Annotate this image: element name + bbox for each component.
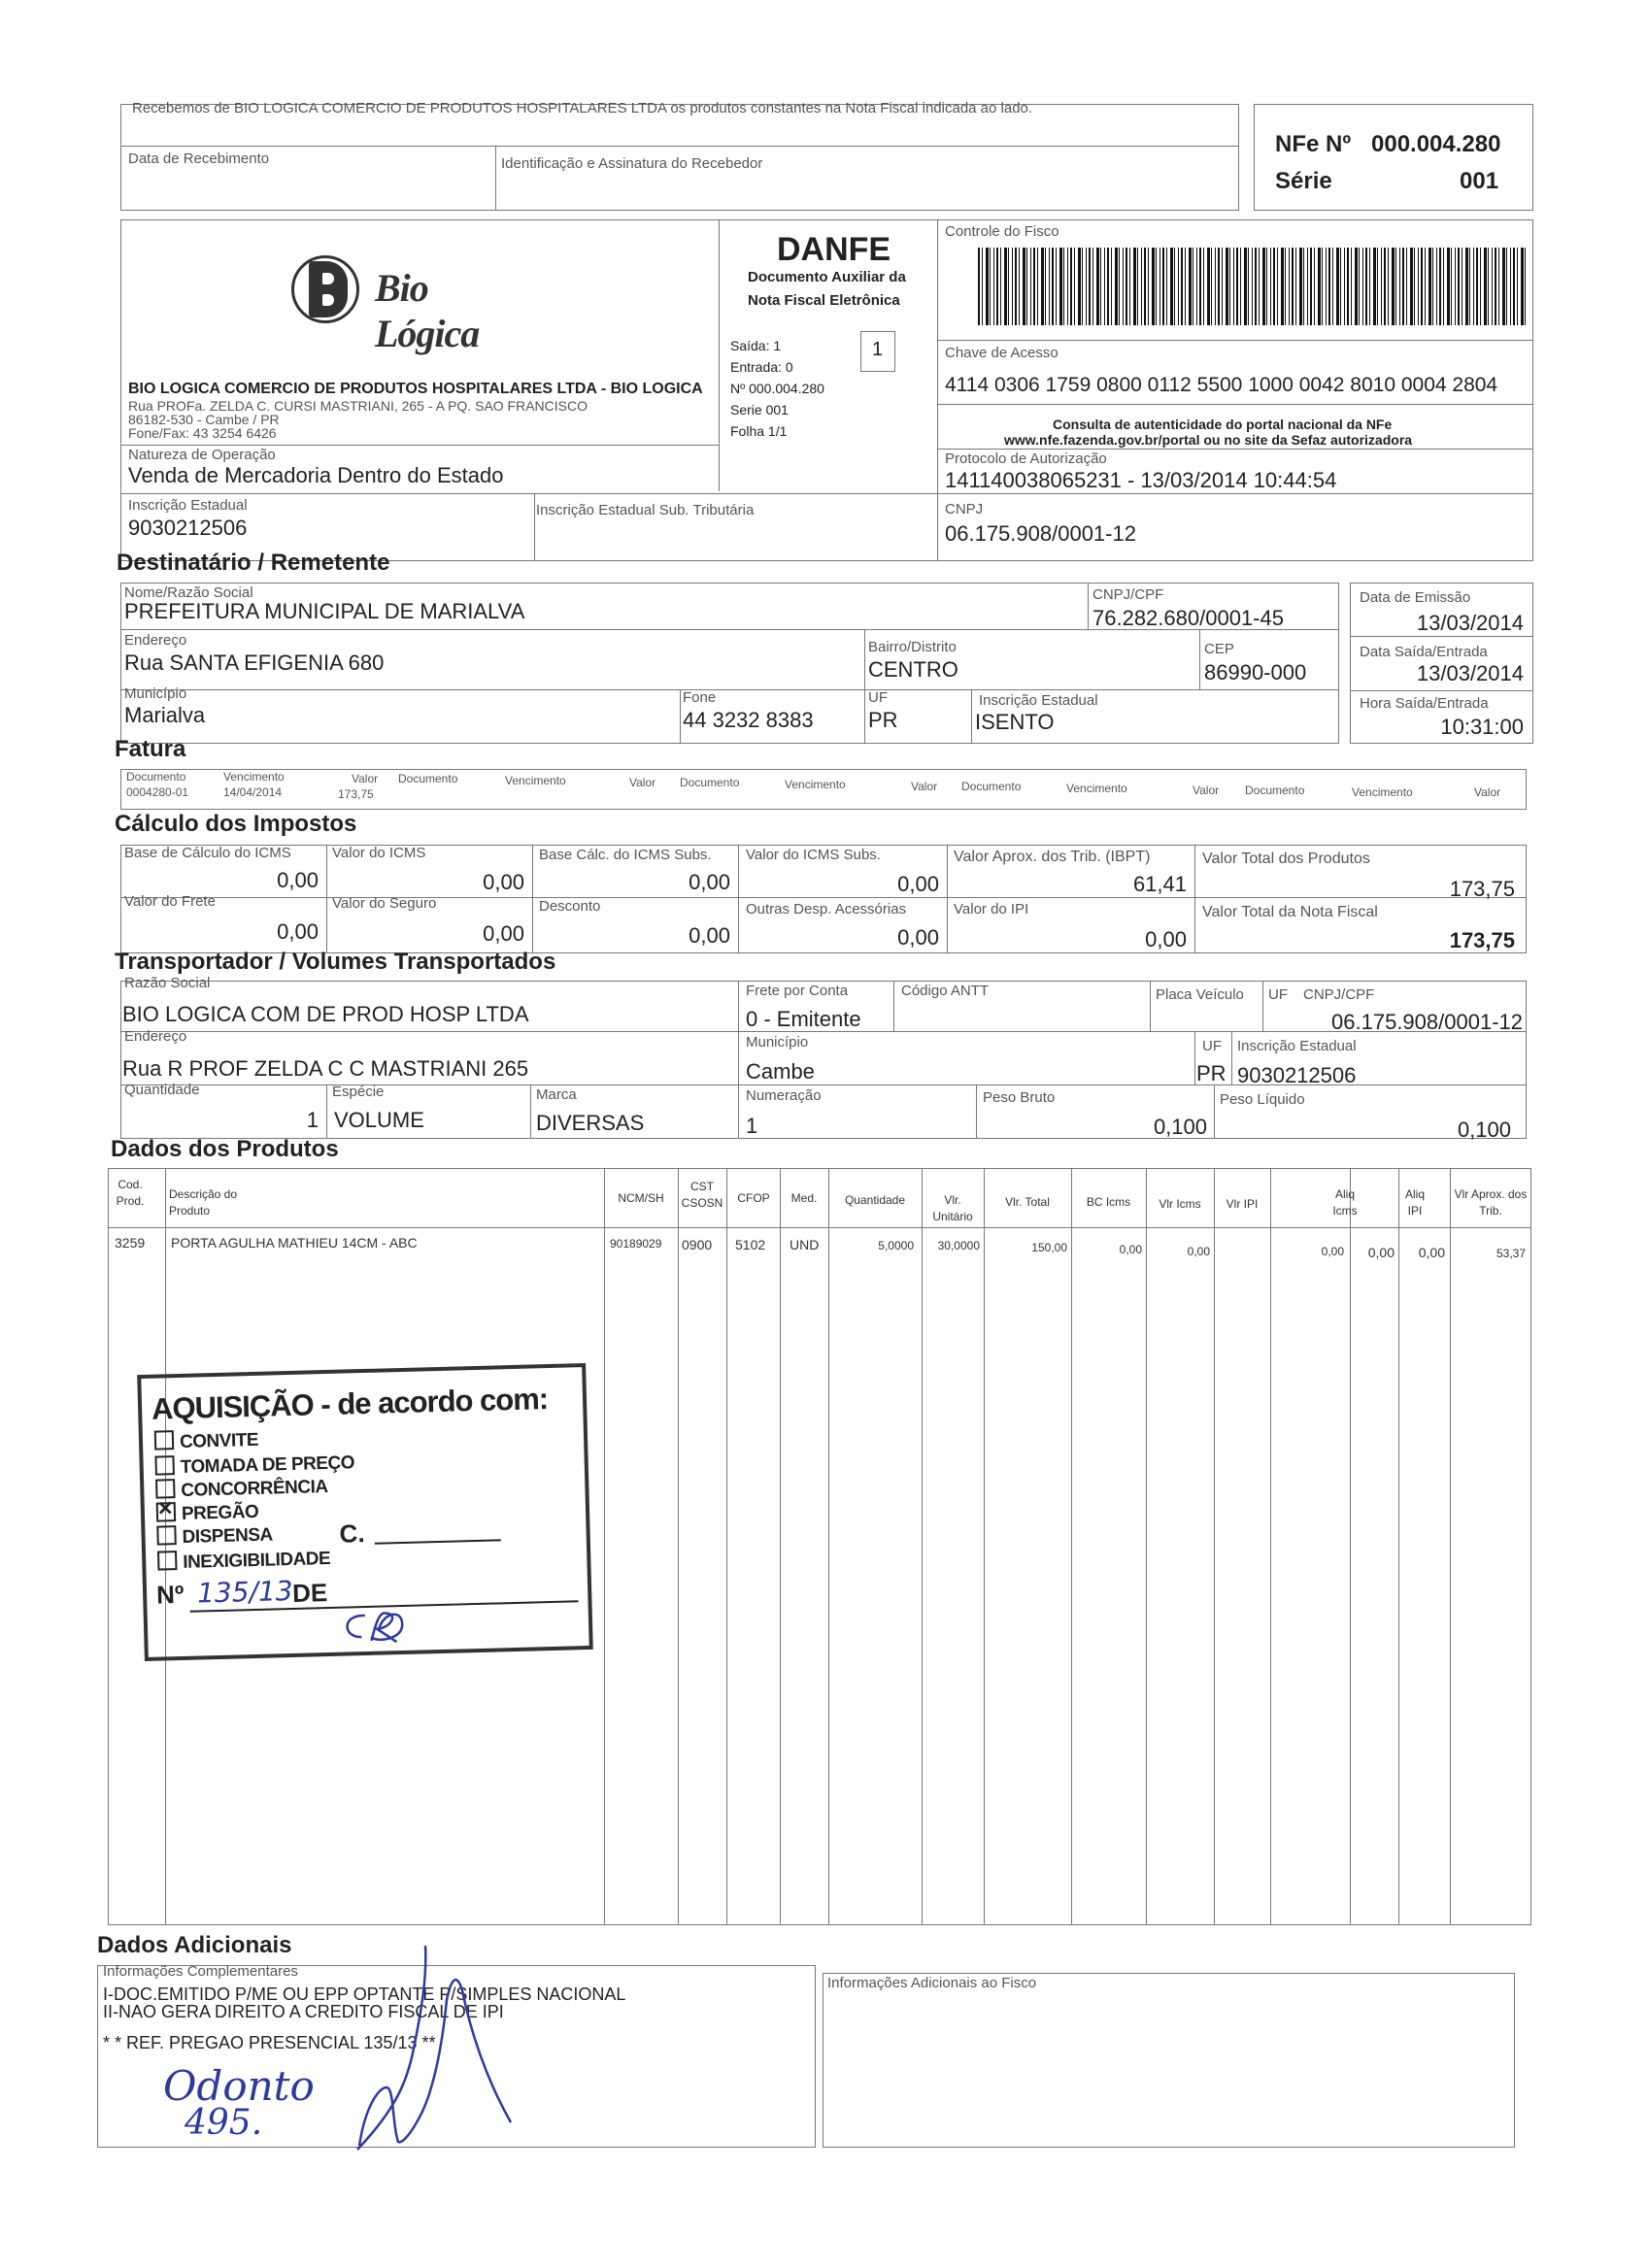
species-label: Espécie <box>332 1084 385 1100</box>
transport-section-title: Transportador / Volumes Transportados <box>115 949 556 975</box>
col-vlr-ipi: Vlr IPI <box>1226 1197 1259 1211</box>
stamp-title: AQUISIÇÃO - de acordo com: <box>151 1382 549 1426</box>
col-unit: Vlr. Unitário <box>932 1193 973 1223</box>
receipt-text: Recebemos de BIO LOGICA COMERCIO DE PRODUTOS HOSPITALARES LTDA os produtos constantes na Nota Fiscal indicada ao lado. <box>132 100 1033 117</box>
danfe-entrada: Entrada: 0 <box>730 359 793 375</box>
freight-label: Valor do Frete <box>124 893 216 910</box>
carrier-address-value: Rua R PROF ZELDA C C MASTRIANI 265 <box>122 1056 529 1081</box>
carrier-city-value: Cambe <box>746 1059 815 1084</box>
nfe-number: 000.004.280 <box>1371 131 1501 157</box>
consult-line2: www.nfe.fazenda.gov.br/portal ou no site da Sefaz autorizadora <box>1004 432 1413 448</box>
access-key-value: 4114 0306 1759 0800 0112 5500 1000 0042 8010 0004 2804 <box>945 374 1498 396</box>
emission-value: 13/03/2014 <box>1416 611 1524 635</box>
invoice-due-label-4: Vencimento <box>1066 782 1127 795</box>
col-trib: Vlr Aprox. dos Trib. <box>1454 1187 1528 1217</box>
col-total: Vlr. Total <box>1005 1195 1050 1209</box>
emitter-phone: Fone/Fax: 43 3254 6426 <box>128 425 277 441</box>
row-total: 150,00 <box>1031 1241 1067 1254</box>
products-section-title: Dados dos Produtos <box>111 1136 339 1162</box>
stamp-number-value: 135/13 <box>196 1574 294 1610</box>
acquisition-stamp <box>137 1363 593 1661</box>
danfe-subtitle1: Documento Auxiliar da <box>748 269 906 285</box>
stamp-option-concorrencia: CONCORRÊNCIA <box>155 1475 328 1503</box>
insurance-value: 0,00 <box>483 921 524 946</box>
ie-label: Inscrição Estadual <box>128 497 248 514</box>
invoice-value-label-3: Valor <box>911 780 938 793</box>
col-cst: CST CSOSN <box>681 1180 723 1210</box>
carrier-cnpj-value: 06.175.908/0001-12 <box>1331 1010 1523 1034</box>
ipi-label: Valor do IPI <box>954 901 1029 917</box>
serie-value: 001 <box>1460 168 1499 194</box>
nature-value: Venda de Mercadoria Dentro do Estado <box>128 463 504 487</box>
row-med: UND <box>790 1237 820 1252</box>
ie-value: 9030212506 <box>128 516 248 540</box>
ibpt-value: 61,41 <box>1132 872 1187 896</box>
invoice-due-label-3: Vencimento <box>785 778 846 791</box>
nature-label: Natureza de Operação <box>128 447 276 463</box>
protocol-value: 141140038065231 - 13/03/2014 10:44:54 <box>945 468 1337 492</box>
exit-date-value: 13/03/2014 <box>1416 661 1524 685</box>
danfe-subtitle2: Nota Fiscal Eletrônica <box>748 292 900 309</box>
handwritten-number: 495. <box>185 2103 263 2143</box>
stamp-number-label: Nº <box>155 1579 185 1610</box>
stamp-option-pregao: ✕ PREGÃO <box>156 1498 259 1524</box>
invoice-doc-label-2: Documento <box>398 772 458 785</box>
access-key-label: Chave de Acesso <box>945 345 1059 361</box>
stamp-option-convite: CONVITE <box>154 1428 259 1454</box>
ie-st-label: Inscrição Estadual Sub. Tributária <box>536 502 755 518</box>
carrier-name-label: Razão Social <box>124 975 211 991</box>
bio-logica-logo <box>291 248 524 354</box>
net-weight-value: 0,100 <box>1457 1117 1511 1142</box>
handwritten-odonto: Odonto <box>163 2062 315 2110</box>
row-cfop: 5102 <box>735 1237 766 1252</box>
col-med: Med. <box>790 1191 818 1205</box>
discount-value: 0,00 <box>689 923 730 948</box>
qty-label: Quantidade <box>124 1082 200 1098</box>
other-label: Outras Desp. Acessórias <box>746 901 907 917</box>
address-label: Endereço <box>124 632 187 649</box>
danfe-number: Nº 000.004.280 <box>730 381 824 396</box>
col-aliq-ipi: Aliq IPI <box>1404 1187 1425 1217</box>
carrier-ie-value: 9030212506 <box>1237 1063 1357 1087</box>
carrier-name-value: BIO LOGICA COM DE PROD HOSP LTDA <box>122 1002 529 1026</box>
icms-st-label: Valor do ICMS Subs. <box>746 847 881 863</box>
concorrencia-checkbox <box>155 1479 176 1499</box>
hour-label: Hora Saída/Entrada <box>1360 695 1489 712</box>
receipt-date-label: Data de Recebimento <box>128 150 270 167</box>
col-vlr-icms: Vlr Icms <box>1159 1197 1201 1211</box>
col-qty: Quantidade <box>844 1193 906 1207</box>
col-ncm: NCM/SH <box>618 1191 664 1205</box>
carrier-uf-label: UF <box>1268 986 1288 1003</box>
net-weight-label: Peso Líquido <box>1220 1091 1305 1108</box>
row-vlr-icms: 0,00 <box>1187 1245 1210 1258</box>
protocol-label: Protocolo de Autorização <box>945 450 1107 467</box>
invoice-doc-label-3: Documento <box>680 776 740 789</box>
qty-value: 1 <box>306 1108 319 1132</box>
invoice-value-label-5: Valor <box>1474 785 1501 799</box>
signature <box>330 1942 515 2151</box>
recipient-name: PREFEITURA MUNICIPAL DE MARIALVA <box>124 599 525 623</box>
tomada-checkbox <box>154 1455 175 1476</box>
invoice-due-label-2: Vencimento <box>505 774 566 787</box>
gross-weight-value: 0,100 <box>1153 1115 1207 1139</box>
info-complementares-label: Informações Complementares <box>103 1963 298 1980</box>
address-value: Rua SANTA EFIGENIA 680 <box>124 650 385 675</box>
brand-label: Marca <box>536 1086 577 1103</box>
total-products-label: Valor Total dos Produtos <box>1202 850 1370 867</box>
recipient-cnpj-label: CNPJ/CPF <box>1092 586 1164 603</box>
consult-line1: Consulta de autenticidade do portal nacional da NFe <box>1053 417 1393 432</box>
row-qty: 5,0000 <box>878 1239 914 1252</box>
fisco-control-label: Controle do Fisco <box>945 223 1059 240</box>
ipi-value: 0,00 <box>1145 927 1187 951</box>
numbering-value: 1 <box>746 1114 758 1138</box>
district-value: CENTRO <box>868 657 958 682</box>
pregao-checkbox-checked: ✕ <box>156 1502 177 1522</box>
carrier-ie-label: Inscrição Estadual <box>1237 1038 1357 1054</box>
antt-label: Código ANTT <box>901 983 990 999</box>
cep-value: 86990-000 <box>1204 660 1307 684</box>
row-ncm: 90189029 <box>610 1237 662 1251</box>
receipt-signature-label: Identificação e Assinatura do Recebedor <box>501 155 763 172</box>
brand-value: DIVERSAS <box>536 1111 645 1135</box>
stamp-option-tomada: TOMADA DE PREÇO <box>154 1451 354 1479</box>
dispensa-checkbox <box>156 1525 177 1546</box>
invoice-value-label-2: Valor <box>629 776 656 789</box>
logo-text: Bio Lógica <box>375 266 480 355</box>
invoice-doc-label: Documento <box>126 770 186 784</box>
danfe-folha: Folha 1/1 <box>730 423 788 439</box>
invoice-due-label: Vencimento <box>223 770 285 784</box>
emission-label: Data de Emissão <box>1360 589 1471 606</box>
recipient-name-label: Nome/Razão Social <box>124 584 253 601</box>
discount-label: Desconto <box>539 898 601 915</box>
row-vlr-ipi: 0,00 <box>1321 1245 1344 1258</box>
freight-value: 0,00 <box>277 919 319 944</box>
info-line2: II-NAO GERA DIREITO A CREDITO FISCAL DE IPI <box>103 2002 504 2021</box>
danfe-serie: Serie 001 <box>730 402 789 417</box>
base-st-label: Base Cálc. do ICMS Subs. <box>539 847 712 863</box>
invoice-section-title: Fatura <box>115 736 186 762</box>
row-cst: 0900 <box>682 1237 713 1252</box>
freight-by-value: 0 - Emitente <box>746 1007 861 1031</box>
stamp-option-dispensa: DISPENSA <box>156 1523 273 1550</box>
carrier-address-label: Endereço <box>124 1028 187 1045</box>
hour-value: 10:31:00 <box>1440 715 1524 739</box>
row-unit: 30,0000 <box>937 1239 980 1252</box>
row-cod: 3259 <box>115 1235 146 1251</box>
city-value: Marialva <box>124 703 206 727</box>
carrier-cnpj-label: CNPJ/CPF <box>1303 986 1375 1003</box>
row-bc-icms: 0,00 <box>1119 1243 1142 1256</box>
col-aliq-icms: Aliq Icms <box>1332 1187 1358 1217</box>
invoice-doc-label-4: Documento <box>961 780 1022 793</box>
fisco-info-box <box>823 1973 1515 2148</box>
row-aliq-icms: 0,00 <box>1367 1245 1395 1260</box>
convite-checkbox <box>154 1430 175 1451</box>
icms-value: 0,00 <box>483 870 524 894</box>
fisco-info-label: Informações Adicionais ao Fisco <box>827 1975 1037 1991</box>
cep-label: CEP <box>1204 641 1234 657</box>
stamp-c-label: C. <box>339 1518 365 1549</box>
invoice-due-value: 14/04/2014 <box>223 785 283 799</box>
recipient-cnpj: 76.282.680/0001-45 <box>1092 606 1284 630</box>
row-desc: PORTA AGULHA MATHIEU 14CM - ABC <box>171 1235 418 1251</box>
ibpt-label: Valor Aprox. dos Trib. (IBPT) <box>954 849 1151 865</box>
invoice-doc-label-5: Documento <box>1245 784 1305 797</box>
phone-value: 44 3232 8383 <box>683 708 814 732</box>
total-invoice-label: Valor Total da Nota Fiscal <box>1202 904 1378 920</box>
icms-label: Valor do ICMS <box>332 845 426 861</box>
recipient-ie-value: ISENTO <box>975 710 1055 734</box>
row-aliq-ipi: 0,00 <box>1418 1245 1445 1260</box>
carrier-city-label: Município <box>746 1034 809 1051</box>
base-icms-value: 0,00 <box>277 868 319 892</box>
carrier-uf2-label: UF <box>1202 1038 1222 1054</box>
carrier-uf2-value: PR <box>1196 1061 1227 1085</box>
danfe-title: DANFE <box>777 231 891 268</box>
invoice-due-label-5: Vencimento <box>1352 785 1413 799</box>
species-value: VOLUME <box>334 1108 424 1132</box>
inexigibilidade-checkbox <box>157 1551 178 1571</box>
stamp-option-inexigibilidade: INEXIGIBILIDADE <box>157 1547 330 1575</box>
danfe-saida: Saída: 1 <box>730 338 782 353</box>
phone-label: Fone <box>683 689 717 706</box>
numbering-label: Numeração <box>746 1087 822 1104</box>
barcode <box>978 248 1528 325</box>
freight-by-label: Frete por Conta <box>746 983 849 999</box>
serie-label: Série <box>1275 168 1332 194</box>
exit-date-label: Data Saída/Entrada <box>1360 644 1488 660</box>
info-line3: * * REF. PREGAO PRESENCIAL 135/13 ** <box>103 2033 436 2052</box>
invoice-value-label-4: Valor <box>1193 784 1220 797</box>
col-bc-icms: BC Icms <box>1086 1195 1131 1209</box>
taxes-section-title: Cálculo dos Impostos <box>115 811 357 837</box>
uf-value: PR <box>868 708 898 732</box>
stamp-de-label: DE <box>291 1578 328 1608</box>
cnpj-label: CNPJ <box>945 501 984 517</box>
insurance-label: Valor do Seguro <box>332 895 437 912</box>
additional-section-title: Dados Adicionais <box>97 1932 292 1958</box>
base-icms-label: Base de Cálculo do ICMS <box>124 845 291 861</box>
nfe-label: NFe Nº <box>1275 131 1352 157</box>
other-value: 0,00 <box>897 925 939 950</box>
emitter-name: BIO LOGICA COMERCIO DE PRODUTOS HOSPITALARES LTDA - BIO LOGICA <box>128 381 703 397</box>
invoice-value-value: 173,75 <box>338 787 374 801</box>
stamp-initials-signature <box>332 1607 411 1648</box>
recipient-section-title: Destinatário / Remetente <box>117 550 390 576</box>
total-invoice-value: 173,75 <box>1449 928 1515 952</box>
danfe-type-value: 1 <box>872 339 884 360</box>
col-cod: Cod. Prod. <box>116 1178 145 1208</box>
icms-st-value: 0,00 <box>897 872 939 896</box>
base-st-value: 0,00 <box>689 870 730 894</box>
col-cfop: CFOP <box>737 1191 770 1205</box>
plate-label: Placa Veículo <box>1156 986 1244 1003</box>
district-label: Bairro/Distrito <box>868 639 957 655</box>
info-line1: I-DOC.EMITIDO P/ME OU EPP OPTANTE P/SIMPLES NACIONAL <box>103 1984 626 2004</box>
recipient-ie-label: Inscrição Estadual <box>979 692 1098 709</box>
city-label: Município <box>124 685 187 702</box>
col-desc: Descrição do Produto <box>169 1187 238 1217</box>
emitter-cep-city: 86182-530 - Cambe / PR <box>128 412 280 427</box>
emitter-address: Rua PROFa. ZELDA C. CURSI MASTRIANI, 265 - A PQ. SAO FRANCISCO <box>128 398 588 414</box>
invoice-doc-value: 0004280-01 <box>126 785 189 799</box>
gross-weight-label: Peso Bruto <box>983 1089 1056 1106</box>
row-trib: 53,37 <box>1496 1247 1526 1260</box>
invoice-value-label: Valor <box>352 772 379 785</box>
cnpj-value: 06.175.908/0001-12 <box>945 521 1136 546</box>
uf-label: UF <box>868 689 888 706</box>
total-products-value: 173,75 <box>1449 877 1515 901</box>
